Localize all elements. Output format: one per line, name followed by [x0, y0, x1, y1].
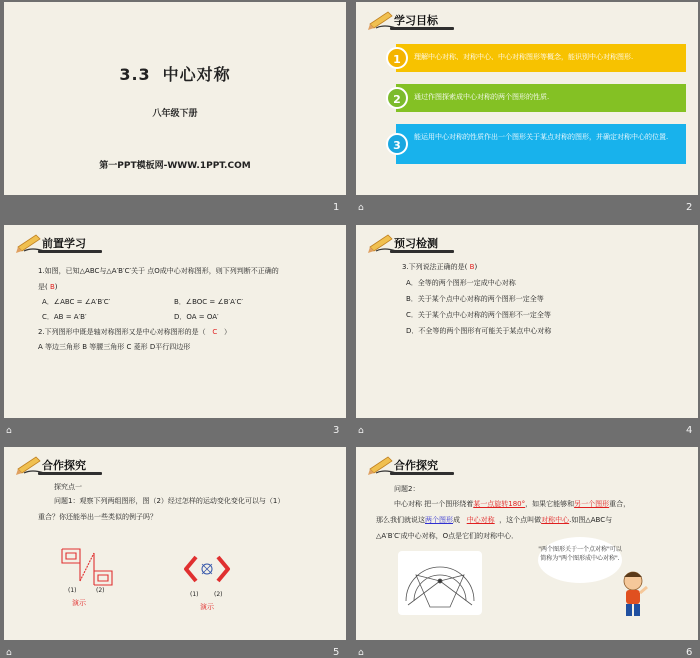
- slide-transition-icon[interactable]: ⌂: [358, 426, 364, 436]
- slide-title: 3.3 中心对称: [119, 65, 231, 84]
- slide-transition-icon[interactable]: ⌂: [358, 203, 364, 213]
- cartoon-boy-icon: [618, 569, 648, 619]
- header-label: 合作探究: [42, 459, 86, 472]
- question-1-line-2: 是( B): [38, 283, 58, 291]
- slide-number-4: 4: [686, 425, 693, 436]
- rotation-diagram: [398, 551, 482, 615]
- goal-number: 3: [386, 133, 408, 155]
- option-d: D．不全等的两个图形有可能关于某点中心对称: [406, 327, 552, 335]
- slide-number-2: 2: [686, 202, 693, 213]
- figure-caption-2b: (2): [214, 591, 223, 598]
- explore-point: 探究点一: [54, 483, 82, 491]
- question-1-line-1: 1.如图，已知△ABC与△A′B′C′关于 点O成中心对称图形，则下列判断不正确的: [38, 267, 279, 275]
- slide-subtitle: 八年级下册: [152, 109, 198, 119]
- demo-link-2[interactable]: 演示: [200, 603, 214, 611]
- figure-caption-1: (1): [68, 587, 77, 594]
- figure-caption-1b: (1): [190, 591, 199, 598]
- header-label: 前置学习: [42, 237, 86, 250]
- slide-number-3: 3: [333, 425, 340, 436]
- speech-bubble: "两个图形关于一个点对称"可以简称为"两个图形成中心对称".: [538, 537, 622, 583]
- header-label: 学习目标: [394, 14, 438, 27]
- site-credit: 第一PPT模板网-WWW.1PPT.COM: [99, 161, 251, 171]
- choice-c: C．AB = A′B′: [42, 313, 87, 321]
- problem-2-label: 问题2：: [394, 485, 420, 493]
- slide-transition-icon[interactable]: ⌂: [6, 648, 12, 658]
- slide-thumbnail-1[interactable]: [4, 2, 346, 195]
- slide-thumbnail-2[interactable]: [356, 2, 698, 195]
- goal-text: 通过作图探索成中心对称的两个图形的性质.: [396, 84, 686, 112]
- slide-thumbnail-3[interactable]: [4, 225, 346, 418]
- problem-1-line-1: 问题1：观察下列两组图形，图（2）经过怎样的运动变化变化可以与（1）: [54, 497, 285, 505]
- choice-a: A．∠ABC = ∠A′B′C′: [42, 298, 111, 306]
- slide-thumbnail-4[interactable]: [356, 225, 698, 418]
- header-label: 合作探究: [394, 459, 438, 472]
- slide-thumbnail-6[interactable]: [356, 447, 698, 640]
- question-2: 2.下列图形中既是轴对称图形又是中心对称图形的是（ C ）: [38, 328, 231, 336]
- slide-transition-icon[interactable]: ⌂: [6, 426, 12, 436]
- option-c: C．关于某个点中心对称的两个图形不一定全等: [406, 311, 551, 319]
- choice-b: B．∠BOC = ∠B′A′C′: [174, 298, 243, 306]
- question-2-choices: A 等边三角形 B 等腰三角形 C 菱形 D平行四边形: [38, 343, 191, 351]
- slide-number-5: 5: [333, 647, 340, 658]
- demo-link[interactable]: 演示: [72, 599, 86, 607]
- option-b: B．关于某个点中心对称的两个图形一定全等: [406, 295, 544, 303]
- goal-text: 能运用中心对称的性质作出一个图形关于某点对称的图形，并确定对称中心的位置.: [396, 124, 686, 164]
- option-a: A．全等的两个图形一定成中心对称: [406, 279, 516, 287]
- problem-1-line-2: 重合？你还能举出一些类似的例子吗？: [38, 513, 157, 521]
- slide-thumbnail-5[interactable]: [4, 447, 346, 640]
- goal-number: 1: [386, 47, 408, 69]
- figure-caption-2: (2): [96, 587, 105, 594]
- slide-number-6: 6: [686, 647, 693, 658]
- figure-9-6-icon: [58, 545, 118, 589]
- choice-d: D．OA = OA′: [174, 313, 219, 321]
- definition-line-1: 中心对称 把一个图形绕着某一点旋转180°，如果它能够和另一个图形重合，: [394, 500, 631, 508]
- slide-transition-icon[interactable]: ⌂: [358, 648, 364, 658]
- goal-number: 2: [386, 87, 408, 109]
- header-label: 预习检测: [394, 237, 438, 250]
- definition-line-3: △A′B′C′成中心对称，O点是它们的对称中心．: [376, 532, 519, 540]
- goal-text: 理解中心对称、对称中心、中心对称图形等概念，能识别中心对称图形.: [396, 44, 686, 72]
- figure-arrows-icon: [182, 553, 232, 585]
- definition-line-2: 那么我们就说这两个图形成 中心对称 ，这个点叫做对称中心.如图△ABC与: [376, 516, 613, 524]
- slide-number-1: 1: [333, 202, 340, 213]
- question-3: 3.下列说法正确的是( B): [402, 263, 478, 271]
